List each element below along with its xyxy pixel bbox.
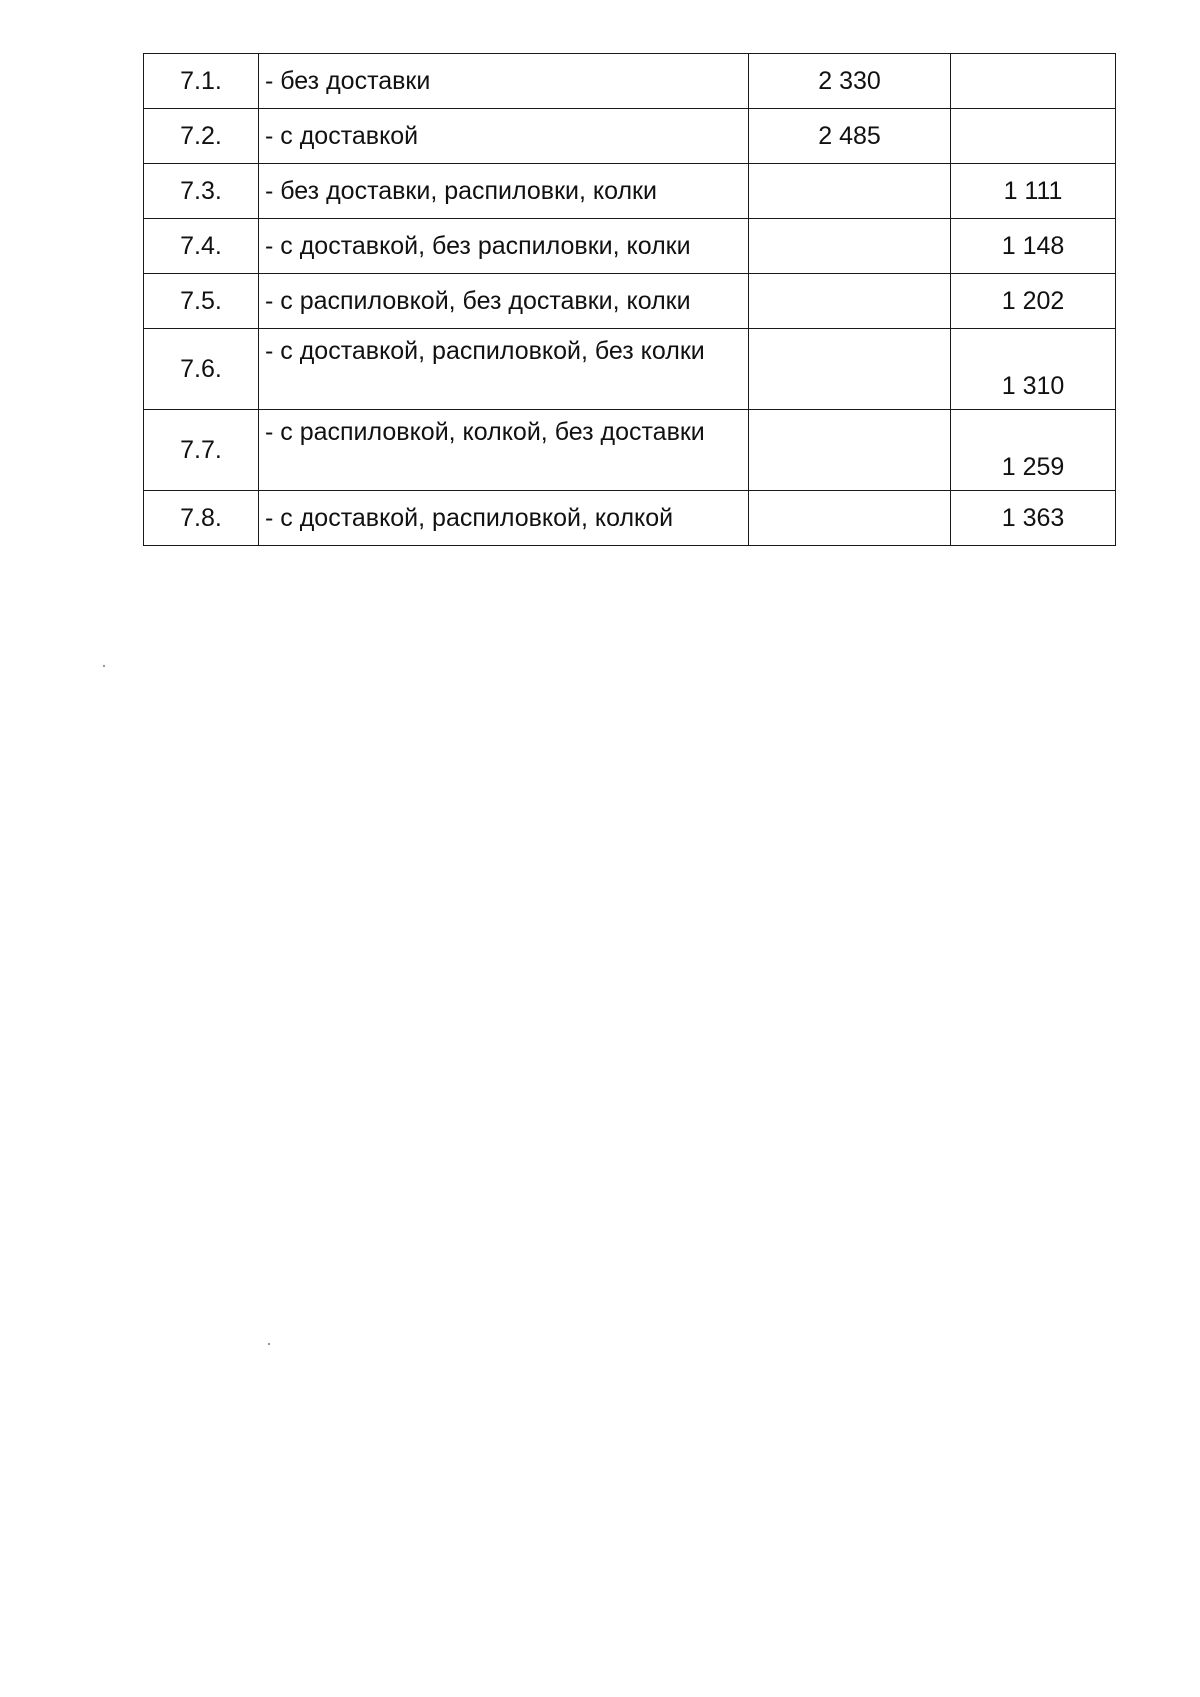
- row-value-b: 1 148: [951, 219, 1116, 274]
- row-value-a: [749, 491, 951, 546]
- row-description: - с доставкой, без распиловки, колки: [259, 219, 749, 274]
- row-value-b: [951, 109, 1116, 164]
- row-value-a: 2 330: [749, 54, 951, 109]
- scan-speck: [268, 1343, 270, 1345]
- row-description: - с доставкой: [259, 109, 749, 164]
- row-value-b: 1 363: [951, 491, 1116, 546]
- row-description: - без доставки, распиловки, колки: [259, 164, 749, 219]
- row-number: 7.7.: [144, 410, 259, 491]
- row-number: 7.8.: [144, 491, 259, 546]
- row-value-b: 1 202: [951, 274, 1116, 329]
- row-number: 7.5.: [144, 274, 259, 329]
- row-number: 7.2.: [144, 109, 259, 164]
- scan-speck: [103, 665, 105, 667]
- row-value-a: [749, 274, 951, 329]
- table-row: [144, 491, 1116, 546]
- row-number: 7.3.: [144, 164, 259, 219]
- table-row: [144, 54, 1116, 109]
- price-table: [143, 53, 1116, 546]
- table-row: [144, 410, 1116, 491]
- table-row: [144, 329, 1116, 410]
- table-row: [144, 274, 1116, 329]
- row-description: - с доставкой, распиловкой, без колки: [259, 329, 749, 410]
- row-value-b: 1 111: [951, 164, 1116, 219]
- row-value-a: 2 485: [749, 109, 951, 164]
- row-number: 7.1.: [144, 54, 259, 109]
- table-row: [144, 219, 1116, 274]
- row-value-b: 1 310: [951, 329, 1116, 410]
- row-description: - с доставкой, распиловкой, колкой: [259, 491, 749, 546]
- table-row: [144, 164, 1116, 219]
- row-description: - без доставки: [259, 54, 749, 109]
- table-row: [144, 109, 1116, 164]
- row-number: 7.4.: [144, 219, 259, 274]
- row-value-b: 1 259: [951, 410, 1116, 491]
- row-value-a: [749, 410, 951, 491]
- row-value-a: [749, 329, 951, 410]
- row-description: - с распиловкой, без доставки, колки: [259, 274, 749, 329]
- row-value-a: [749, 164, 951, 219]
- row-value-b: [951, 54, 1116, 109]
- row-description: - с распиловкой, колкой, без доставки: [259, 410, 749, 491]
- row-value-a: [749, 219, 951, 274]
- row-number: 7.6.: [144, 329, 259, 410]
